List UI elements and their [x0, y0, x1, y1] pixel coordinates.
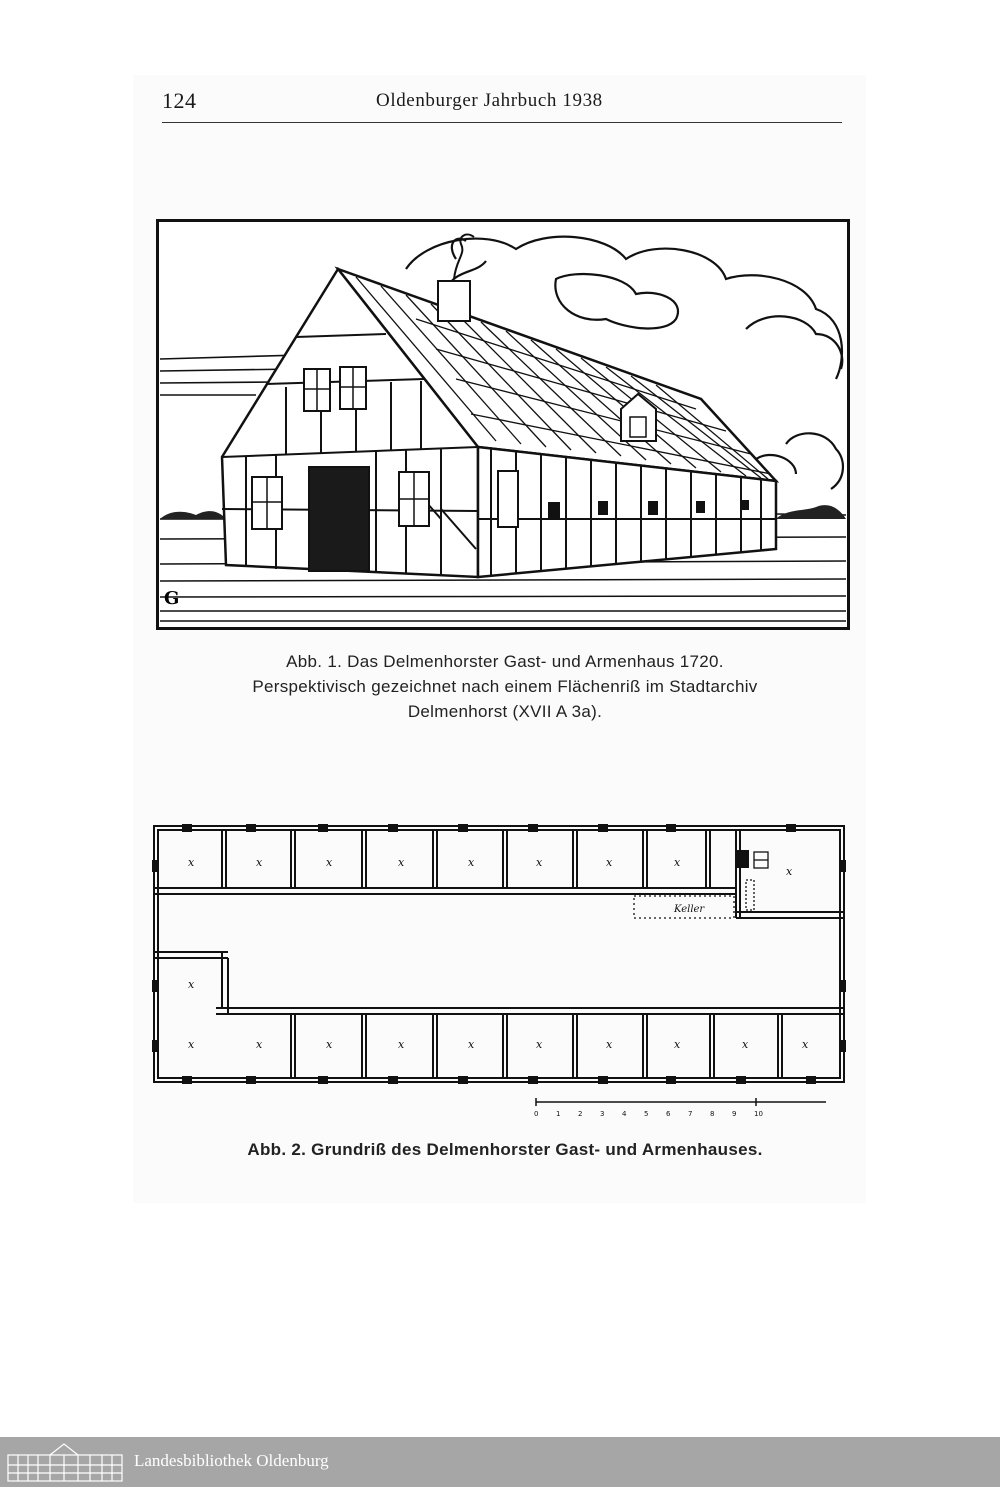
house-perspective-drawing [156, 219, 850, 630]
svg-text:x: x [606, 1038, 613, 1051]
svg-text:x: x [326, 856, 333, 869]
scale-label: 2 [578, 1110, 583, 1118]
svg-text:x: x [674, 1038, 681, 1051]
svg-text:x: x [786, 865, 793, 878]
scale-label: 5 [644, 1110, 649, 1118]
floor-plan-drawing [146, 820, 858, 1125]
scale-label: 10 [754, 1110, 763, 1118]
library-name: Landesbibliothek Oldenburg [134, 1451, 329, 1470]
cellar-label: Keller [674, 904, 705, 915]
artist-monogram: G [164, 588, 180, 609]
svg-text:x: x [398, 856, 405, 869]
scale-label: 1 [556, 1110, 561, 1118]
scale-label: 7 [688, 1110, 693, 1118]
library-building-icon [6, 1441, 124, 1483]
svg-text:x: x [188, 978, 195, 991]
scale-label: 3 [600, 1110, 605, 1118]
figure2-caption: Abb. 2. Grundriß des Delmenhorster Gast- und Armenhauses. [247, 1140, 763, 1159]
journal-title: Oldenburger Jahrbuch 1938 [376, 90, 603, 111]
scale-label: 9 [732, 1110, 737, 1118]
page-number: 124 [162, 88, 197, 113]
svg-text:x: x [674, 856, 681, 869]
svg-text:x: x [468, 856, 475, 869]
svg-text:x: x [536, 1038, 543, 1051]
scale-label: 4 [622, 1110, 627, 1118]
figure1-caption-line2: Perspektivisch gezeichnet nach einem Flächenriß im Stadtarchiv [252, 677, 758, 696]
figure1-caption-line3: Delmenhorst (XVII A 3a). [407, 702, 603, 721]
svg-text:x: x [188, 1038, 195, 1051]
svg-text:x: x [256, 1038, 263, 1051]
figure1-caption-line1: Abb. 1. Das Delmenhorster Gast- und Armenhaus 1720. [286, 652, 724, 671]
svg-text:x: x [606, 856, 613, 869]
scale-label: 8 [710, 1110, 715, 1118]
svg-text:x: x [188, 856, 195, 869]
svg-text:x: x [256, 856, 263, 869]
svg-text:x: x [326, 1038, 333, 1051]
footer-bar [0, 1437, 1000, 1487]
svg-text:x: x [742, 1038, 749, 1051]
svg-text:x: x [398, 1038, 405, 1051]
svg-text:x: x [536, 856, 543, 869]
figure1-caption [160, 649, 850, 724]
svg-text:x: x [802, 1038, 809, 1051]
svg-text:x: x [468, 1038, 475, 1051]
scale-label: 6 [666, 1110, 671, 1118]
scale-label: 0 [534, 1110, 539, 1118]
running-head [162, 88, 842, 123]
